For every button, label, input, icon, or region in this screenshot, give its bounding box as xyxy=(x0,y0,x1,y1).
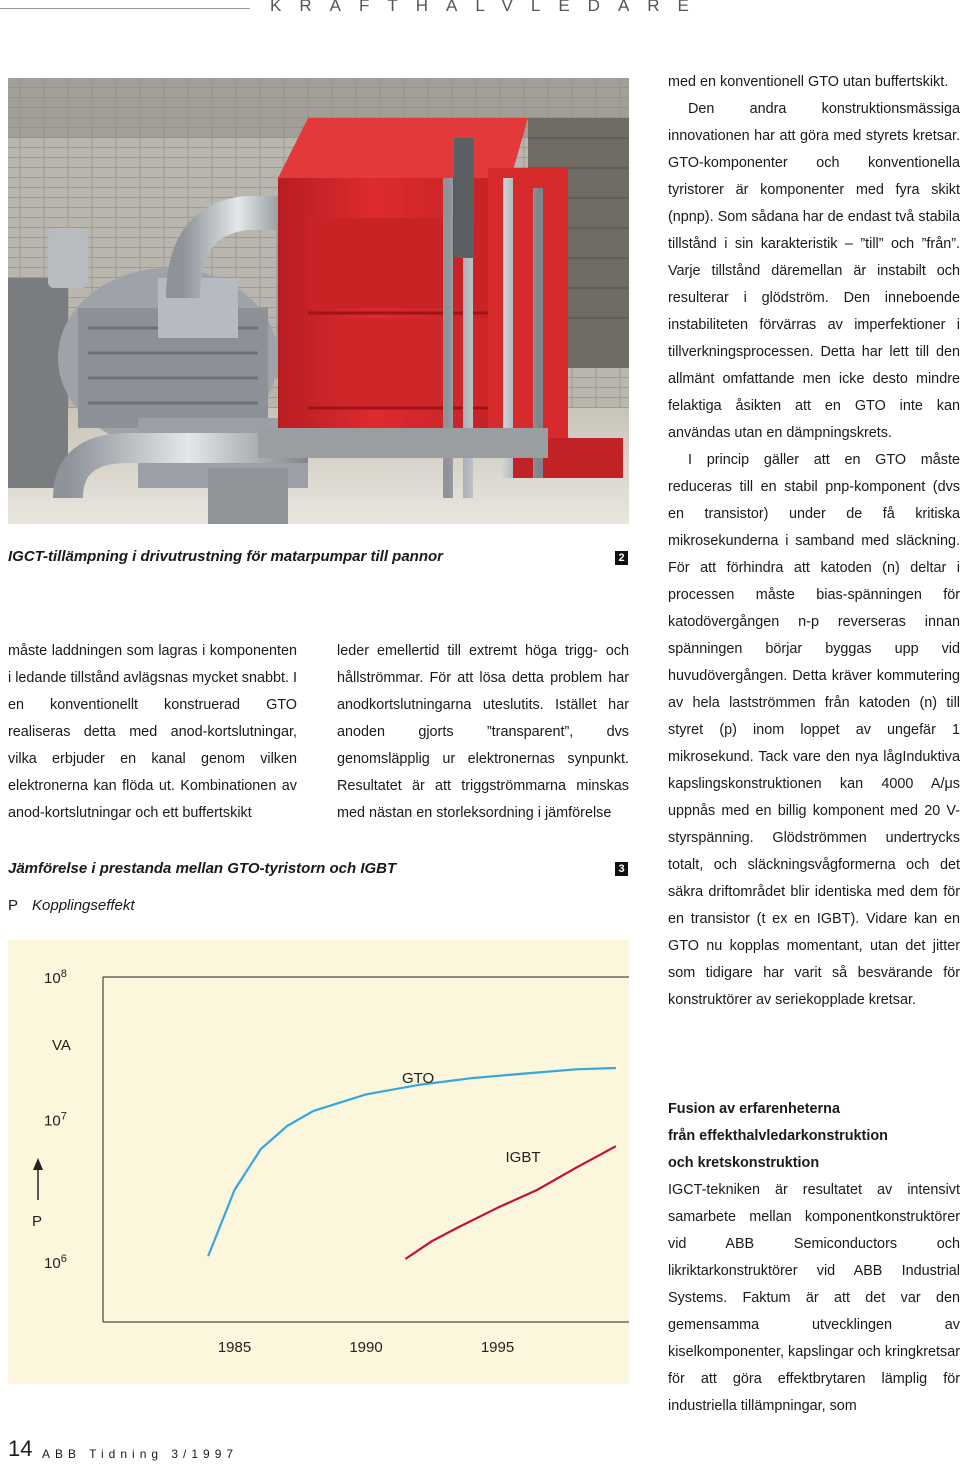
y-tick-label: $10^8$ xyxy=(44,968,67,987)
figure-3-number: 3 xyxy=(615,862,628,876)
series-line-gto xyxy=(208,1068,616,1256)
y-axis-label: P xyxy=(32,1213,43,1230)
paragraph: I princip gäller att en GTO måste reduceras till en stabil pnp-komponent (dvs en transistor) under de få kritiska mikrosekunderna i samband med släckning. För att förhindra att katoden (n) deltar i processen måste bias-spänningen för katodövergången n-p reverseras innan spänningen börjar byggas upp vid huvudövergången. Detta kräver kommutering av hela lastströmmen från katoden (n) till styret (p) inom loppet av ungefär 1 mikrosekund. Tack vare den nya lågInduktiva kapslingskonstruktionen kan 4000 A/μs uppnås med en billig komponent med 20 V-styrspänning. Glödströmmen undertrycks totalt, och släckningsvågformerna och det säkra driftområdet blir identiska med dem för en transistor (t ex en IGBT). Vidare kan en GTO nu kopplas momentant, utan det jitter som tidigare har varit så besvärande för konstruktörer av seriekopplade kretsar. xyxy=(668,452,960,1008)
figure-3-caption: Jämförelse i prestanda mellan GTO-tyristorn och IGBT xyxy=(8,860,397,877)
fusion-body: IGCT-tekniken är resultatet av intensivt samarbete mellan komponentkonstruktörer vid ABB Semiconductors och likriktarkonstruktörer vid ABB Industrial Systems. Faktum är att det var den gemensamma utvecklingen av kiselkomponenter, kapslingar och kringkretsar för att göra effektbrytaren lämplig för industriella tillämpningar, som xyxy=(668,1182,960,1414)
running-header: KRAFTHALVLEDARE xyxy=(270,0,707,15)
fusion-heading-line: från effekthalvledarkonstruktion xyxy=(668,1128,888,1144)
y-tick-label: $10^6$ xyxy=(44,1253,67,1272)
figure-3-p-description: Kopplingseffekt xyxy=(32,897,135,914)
y-tick-label: $10^7$ xyxy=(44,1110,67,1130)
x-tick-label: 1985 xyxy=(217,1339,252,1356)
page-number: 14 xyxy=(8,1436,33,1461)
paragraph: måste laddningen som lagras i komponenten i ledande tillstånd avlägsnas mycket snabbt. I en konventionellt konstruerad GTO realiseras detta med anod-kortslutningar, vilka erbjuder en kanal genom vilken elektronerna kan flöda ut. Kombinationen av anod-kortslutningar och ett buffertskikt xyxy=(8,643,297,821)
fusion-heading-line: Fusion av erfarenheterna xyxy=(668,1101,840,1117)
x-tick-label: 1995 xyxy=(480,1339,515,1356)
series-label-igbt: IGBT xyxy=(505,1149,541,1166)
paragraph: med en konventionell GTO utan buffertskikt. xyxy=(668,74,949,90)
fusion-heading-line: och kretskonstruktion xyxy=(668,1155,820,1171)
figure-2-number: 2 xyxy=(615,551,628,565)
x-tick-label: 1990 xyxy=(349,1339,383,1356)
fusion-section xyxy=(668,1096,960,1420)
y-unit-label: VA xyxy=(52,1037,71,1054)
paragraph: Den andra konstruktionsmässiga innovationen har att göra med styrets kretsar. GTO-komponenter och konventionella tyristorer är komponenter med fyra skikt (npnp). Som sådana har de endast två stabila tillstånd i sin karakteristik – ”till” och ”från”. Varje tillstånd däremellan är instabilt och resulterar i glödström. Den inneboende instabiliteten förvärras av imperfektioner i tillverkningsprocessen. Detta har lett till den allmänt omfattande men icke desto mindre felaktiga åsikten att en GTO inte kan användas utan en dämpningskrets. xyxy=(668,101,960,441)
paragraph: leder emellertid till extremt höga trigg- och hållströmmar. För att lösa detta problem har anodkortslutningarna uteslutits. Istället har anoden gjorts ”transparent”, dvs genomsläpplig ur elektronernas synpunkt. Resultatet är att triggströmmarna minskas med nästan en storleksordning i jämförelse xyxy=(337,643,629,821)
figure-3-p-label: P xyxy=(8,897,19,914)
body-column-right xyxy=(668,69,960,1014)
publication-name: ABB Tidning 3/1997 xyxy=(42,1447,239,1461)
y-axis-arrow-head xyxy=(33,1158,43,1170)
figure-2-caption: IGCT-tillämpning i drivutrustning för matarpumpar till pannor xyxy=(8,548,444,565)
series-label-gto: GTO xyxy=(402,1070,435,1087)
